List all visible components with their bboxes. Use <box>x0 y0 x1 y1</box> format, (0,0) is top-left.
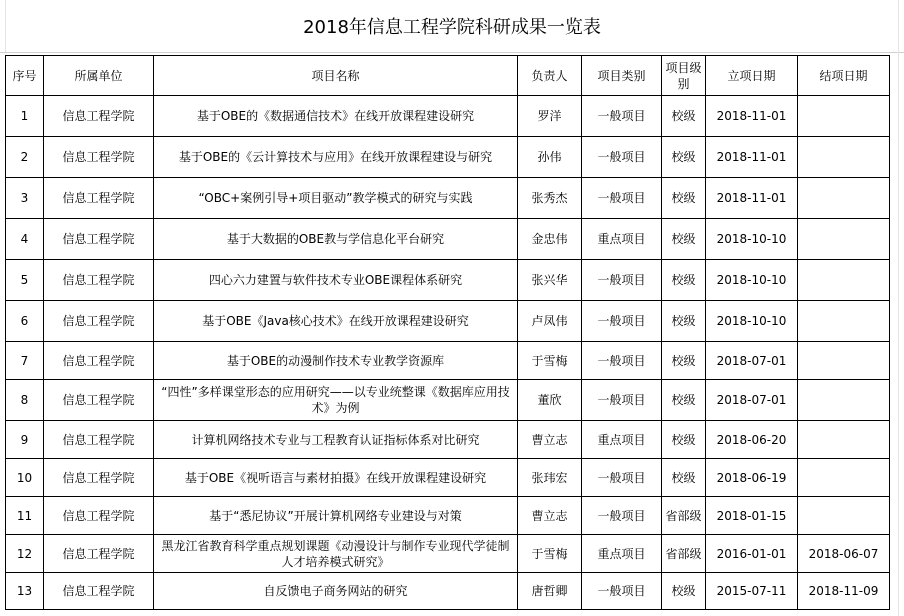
table-row <box>6 301 890 342</box>
cell-name[interactable]: 基于OBE的《数据通信技术》在线开放课程建设研究 <box>154 96 518 137</box>
cell-owner[interactable]: 张秀杰 <box>518 178 582 219</box>
cell-seq[interactable]: 9 <box>6 421 44 459</box>
header-name[interactable]: 项目名称 <box>154 56 518 96</box>
cell-seq[interactable]: 13 <box>6 573 44 610</box>
cell-start[interactable]: 2016-01-01 <box>706 535 798 573</box>
cell-start[interactable]: 2015-07-11 <box>706 573 798 610</box>
cell-name[interactable]: 基于OBE的《云计算技术与应用》在线开放课程建设与研究 <box>154 137 518 178</box>
cell-level[interactable]: 校级 <box>662 96 706 137</box>
cell-level[interactable]: 校级 <box>662 342 706 380</box>
cell-start[interactable]: 2018-06-19 <box>706 459 798 497</box>
table-row <box>6 535 890 573</box>
cell-seq[interactable]: 8 <box>6 380 44 421</box>
cell-unit[interactable]: 信息工程学院 <box>44 497 154 535</box>
cell-start[interactable]: 2018-11-01 <box>706 178 798 219</box>
cell-seq[interactable]: 6 <box>6 301 44 342</box>
cell-category[interactable]: 重点项目 <box>582 535 662 573</box>
cell-name[interactable]: 基于“悉尼协议”开展计算机网络专业建设与对策 <box>154 497 518 535</box>
cell-level[interactable]: 校级 <box>662 219 706 260</box>
cell-category[interactable]: 一般项目 <box>582 301 662 342</box>
cell-owner[interactable]: 金忠伟 <box>518 219 582 260</box>
cell-category[interactable]: 一般项目 <box>582 459 662 497</box>
cell-end[interactable] <box>798 380 890 421</box>
cell-name[interactable]: 基于OBE《Java核心技术》在线开放课程建设研究 <box>154 301 518 342</box>
cell-end[interactable] <box>798 459 890 497</box>
cell-level[interactable]: 校级 <box>662 380 706 421</box>
cell-start[interactable]: 2018-07-01 <box>706 342 798 380</box>
cell-owner[interactable]: 于雪梅 <box>518 535 582 573</box>
cell-seq[interactable]: 1 <box>6 96 44 137</box>
table-row <box>6 178 890 219</box>
cell-category[interactable]: 一般项目 <box>582 573 662 610</box>
cell-end[interactable] <box>798 342 890 380</box>
cell-end[interactable] <box>798 178 890 219</box>
cell-unit[interactable]: 信息工程学院 <box>44 219 154 260</box>
table-row <box>6 380 890 421</box>
cell-category[interactable]: 一般项目 <box>582 137 662 178</box>
cell-seq[interactable]: 10 <box>6 459 44 497</box>
cell-unit[interactable]: 信息工程学院 <box>44 137 154 178</box>
cell-category[interactable]: 一般项目 <box>582 380 662 421</box>
cell-category[interactable]: 重点项目 <box>582 421 662 459</box>
cell-level[interactable]: 校级 <box>662 260 706 301</box>
table-row <box>6 459 890 497</box>
cell-unit[interactable]: 信息工程学院 <box>44 573 154 610</box>
cell-seq[interactable]: 12 <box>6 535 44 573</box>
cell-level[interactable]: 省部级 <box>662 535 706 573</box>
header-category[interactable]: 项目类别 <box>582 56 662 96</box>
cell-unit[interactable]: 信息工程学院 <box>44 342 154 380</box>
cell-start[interactable]: 2018-10-10 <box>706 301 798 342</box>
projects-table <box>5 55 890 610</box>
cell-unit[interactable]: 信息工程学院 <box>44 178 154 219</box>
cell-end[interactable] <box>798 219 890 260</box>
cell-seq[interactable]: 4 <box>6 219 44 260</box>
cell-seq[interactable]: 3 <box>6 178 44 219</box>
cell-unit[interactable]: 信息工程学院 <box>44 96 154 137</box>
cell-owner[interactable]: 于雪梅 <box>518 342 582 380</box>
cell-unit[interactable]: 信息工程学院 <box>44 421 154 459</box>
cell-category[interactable]: 一般项目 <box>582 497 662 535</box>
cell-end[interactable] <box>798 301 890 342</box>
cell-start[interactable]: 2018-10-10 <box>706 260 798 301</box>
cell-end[interactable] <box>798 96 890 137</box>
header-start[interactable]: 立项日期 <box>706 56 798 96</box>
cell-owner[interactable]: 曹立志 <box>518 497 582 535</box>
cell-unit[interactable]: 信息工程学院 <box>44 260 154 301</box>
cell-seq[interactable]: 2 <box>6 137 44 178</box>
cell-category[interactable]: 重点项目 <box>582 219 662 260</box>
cell-category[interactable]: 一般项目 <box>582 96 662 137</box>
cell-owner[interactable]: 董欣 <box>518 380 582 421</box>
cell-owner[interactable]: 唐哲卿 <box>518 573 582 610</box>
cell-start[interactable]: 2018-06-20 <box>706 421 798 459</box>
cell-end[interactable]: 2018-06-07 <box>798 535 890 573</box>
cell-start[interactable]: 2018-07-01 <box>706 380 798 421</box>
cell-end[interactable] <box>798 137 890 178</box>
cell-start[interactable]: 2018-01-15 <box>706 497 798 535</box>
cell-name[interactable]: 自反馈电子商务网站的研究 <box>154 573 518 610</box>
header-row <box>6 56 890 96</box>
cell-start[interactable]: 2018-11-01 <box>706 96 798 137</box>
cell-unit[interactable]: 信息工程学院 <box>44 380 154 421</box>
gridline <box>898 0 899 52</box>
table-row <box>6 497 890 535</box>
cell-category[interactable]: 一般项目 <box>582 260 662 301</box>
table-body <box>6 96 890 610</box>
cell-name[interactable]: 基于OBE《视听语言与素材拍摄》在线开放课程建设研究 <box>154 459 518 497</box>
cell-category[interactable]: 一般项目 <box>582 342 662 380</box>
cell-owner[interactable]: 曹立志 <box>518 421 582 459</box>
cell-level[interactable]: 校级 <box>662 421 706 459</box>
table-row <box>6 96 890 137</box>
cell-name[interactable]: 四心六力建置与软件技术专业OBE课程体系研究 <box>154 260 518 301</box>
cell-name[interactable]: “OBC+案例引导+项目驱动”教学模式的研究与实践 <box>154 178 518 219</box>
cell-unit[interactable]: 信息工程学院 <box>44 459 154 497</box>
header-level[interactable]: 项目级别 <box>662 56 706 96</box>
cell-owner[interactable]: 卢凤伟 <box>518 301 582 342</box>
table-row <box>6 137 890 178</box>
cell-owner[interactable]: 孙伟 <box>518 137 582 178</box>
cell-seq[interactable]: 11 <box>6 497 44 535</box>
cell-end[interactable]: 2018-11-09 <box>798 573 890 610</box>
header-unit[interactable]: 所属单位 <box>44 56 154 96</box>
sheet-title[interactable]: 2018年信息工程学院科研成果一览表 <box>0 0 904 53</box>
gridline <box>5 0 6 52</box>
cell-start[interactable]: 2018-10-10 <box>706 219 798 260</box>
table-row <box>6 421 890 459</box>
cell-end[interactable] <box>798 497 890 535</box>
cell-unit[interactable]: 信息工程学院 <box>44 301 154 342</box>
cell-name[interactable]: 计算机网络技术专业与工程教育认证指标体系对比研究 <box>154 421 518 459</box>
cell-name[interactable]: 基于大数据的OBE教与学信息化平台研究 <box>154 219 518 260</box>
cell-level[interactable]: 校级 <box>662 459 706 497</box>
cell-end[interactable] <box>798 260 890 301</box>
gridline <box>898 52 899 616</box>
table-row <box>6 219 890 260</box>
cell-category[interactable]: 一般项目 <box>582 178 662 219</box>
cell-level[interactable]: 校级 <box>662 178 706 219</box>
cell-level[interactable]: 校级 <box>662 137 706 178</box>
cell-owner[interactable]: 张兴华 <box>518 260 582 301</box>
header-owner[interactable]: 负责人 <box>518 56 582 96</box>
cell-name[interactable]: “四性”多样课堂形态的应用研究——以专业统整课《数据库应用技术》为例 <box>154 380 518 421</box>
cell-owner[interactable]: 张玮宏 <box>518 459 582 497</box>
table-row <box>6 342 890 380</box>
cell-owner[interactable]: 罗洋 <box>518 96 582 137</box>
cell-level[interactable]: 校级 <box>662 301 706 342</box>
cell-start[interactable]: 2018-11-01 <box>706 137 798 178</box>
cell-end[interactable] <box>798 421 890 459</box>
table-row <box>6 573 890 610</box>
cell-level[interactable]: 校级 <box>662 573 706 610</box>
header-seq[interactable]: 序号 <box>6 56 44 96</box>
cell-name[interactable]: 黑龙江省教育科学重点规划课题《动漫设计与制作专业现代学徒制人才培养模式研究》 <box>154 535 518 573</box>
header-end[interactable]: 结项日期 <box>798 56 890 96</box>
cell-unit[interactable]: 信息工程学院 <box>44 535 154 573</box>
cell-seq[interactable]: 7 <box>6 342 44 380</box>
cell-seq[interactable]: 5 <box>6 260 44 301</box>
cell-level[interactable]: 省部级 <box>662 497 706 535</box>
table-row <box>6 260 890 301</box>
cell-name[interactable]: 基于OBE的动漫制作技术专业教学资源库 <box>154 342 518 380</box>
